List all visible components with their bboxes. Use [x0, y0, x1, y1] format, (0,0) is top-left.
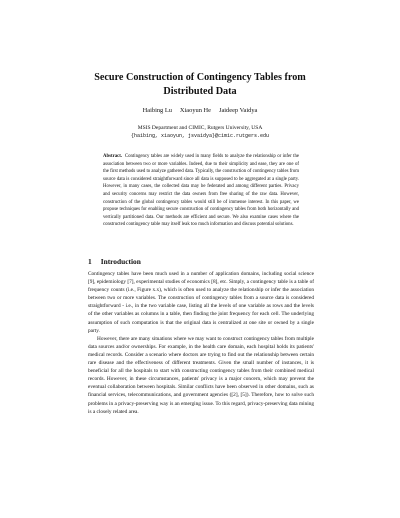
affiliation-block	[60, 125, 340, 140]
paper-title	[60, 71, 340, 99]
abstract	[103, 153, 299, 229]
abstract-text: Contingency tables are widely used in many fields to analyze the relationship or infer the association between two or more variables. Indeed, due to their simplicity and ease, they are one of the first methods used to analyze gathered data. Typically, the construction of contingency tables from source data is considered straightforward since all data is supposed to be aggregated at a single party. However, in many cases, the collected data may be federated and among different parties. Privacy and security concerns may restrict the data owners from free sharing of the raw data. However, construction of the global contingency tables would still be of immense interest. In this paper, we propose techniques for enabling secure construction of contingency tables from both horizontally and vertically partitioned data. Our methods are efficient and secure. We also examine cases where the constructed contingency table may itself leak too much information and discuss potential solutions.	[103, 154, 299, 228]
section-heading	[88, 257, 141, 266]
title-line-2: Distributed Data	[163, 86, 237, 97]
section-title: Introduction	[100, 257, 141, 266]
author-list: Haibing Lu Xiaoyun He Jaideep Vaidya	[142, 107, 258, 114]
title-line-1: Secure Construction of Contingency Tables from	[94, 72, 306, 83]
section-body	[88, 270, 314, 416]
affiliation: MSIS Department and CIMIC, Rutgers University, USA	[137, 125, 263, 131]
section-number: 1	[88, 257, 92, 266]
author-emails: {haibing, xiaoyun, jsvaidya}@cimic.rutgers.edu	[130, 132, 270, 139]
abstract-label: Abstract.	[103, 154, 123, 159]
paragraph-1: Contingency tables have been much used in a number of application domains, including social science [9], epidemiology [7], experimental studies of economics [8], etc. Simply, a contingency table is a table of frequency counts (i.e., Figure x.x), which is often used to analyze the relationship or infer the association between two or more variables. The construction of contingency tables from a source data is considered straightforward - i.e., in the two variable case, listing all the levels of one variable as rows and the levels of the other variables as columns in a table, then finding the joint frequency for each cell. The underlying assumption of such computation is that the original data is centralized at one site or owned by a single party.	[88, 271, 314, 334]
paragraph-2: However, there are many situations where we may want to construct contingency tables from multiple data sources and/or ownerships. For example, in the health care domain, each hospital holds its patients' medical records. Consider a scenario where doctors are trying to find out the relationship between certain rare disease and the effectiveness of different treatments. Given the small number of instances, it is beneficial for all the hospitals to start with constructing contingency tables from their combined medical records. However, in these circumstances, patients' privacy is a major concern, which may prevent the eventual collaboration between hospitals. Similar conflicts have been observed in other domains, such as financial services, telecommunications, and government agencies ([2], [5]). Therefore, how to solve such problems in a privacy-preserving way is an emerging issue. To this regard, privacy-preserving data mining is a closely related area.	[88, 335, 314, 415]
